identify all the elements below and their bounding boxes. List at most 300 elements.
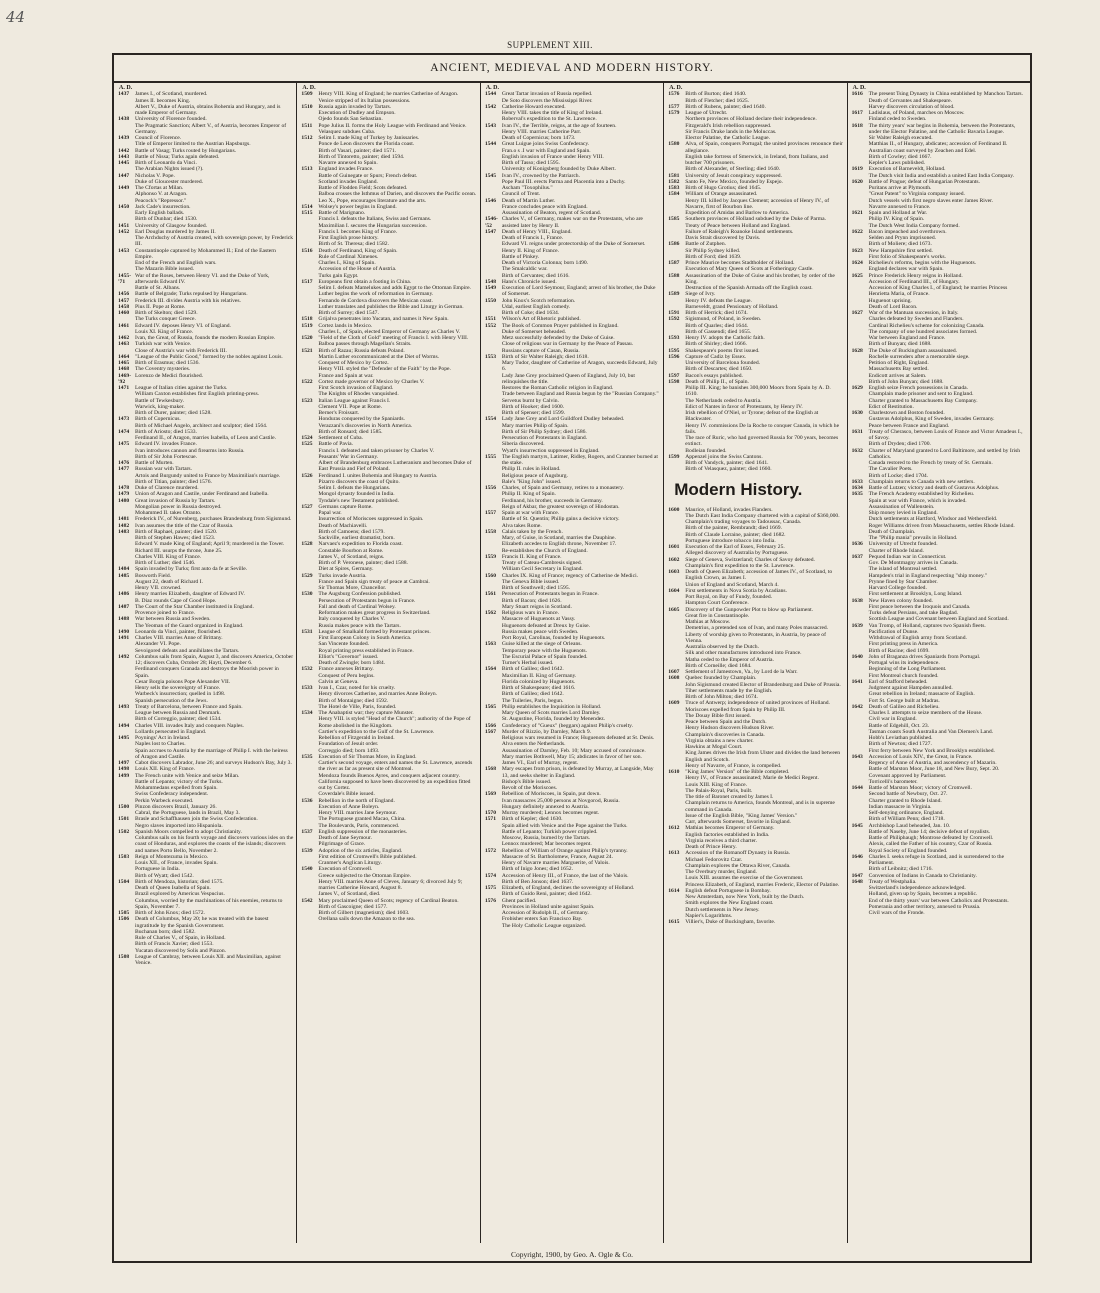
entry-text: Nicholas V. Pope. xyxy=(135,172,175,179)
entry-year: 1609 xyxy=(668,700,680,707)
entry-text: Earl of Stafford beheaded. xyxy=(868,678,928,685)
entry-text: Finland ceded to Sweden. xyxy=(868,116,927,123)
column-4 xyxy=(664,83,847,1243)
entry-text: Cesar Borgia poisons Pope Alexander VII. xyxy=(135,678,231,685)
entry-text: Hawkins at Mogul Court. xyxy=(685,744,743,750)
entry-year xyxy=(118,748,135,761)
entry-year: 1549 xyxy=(484,285,496,291)
entry-text: Columbus sails from Spain, August 3, and discovers America, October 12; discovers Cuba, October 28; Hayti, December 6. xyxy=(135,653,294,666)
entry-text: The Yeoman of the Guard organized in England. xyxy=(135,622,244,629)
entry-text: Ivan introduces cannon and firearms into Russia. xyxy=(135,447,245,454)
ad-label: A. D. xyxy=(302,85,316,91)
entry-text: Princess Elizabeth, of England, marries Frederic, Elector of Palatine. xyxy=(685,881,840,888)
entry-text: Mary marries Bothwell, May 15; abdicates in favor of her son. xyxy=(501,753,642,760)
entry-text: Matha ceded to the Emperor of Austria. xyxy=(685,656,774,663)
entry-year: 1512 xyxy=(301,135,313,141)
entry-text: Birth of Hugo Grotius; died 1645. xyxy=(685,185,762,191)
entry-text: The Augsburg Confession published. xyxy=(318,591,402,598)
entry-year: 1516 xyxy=(301,247,313,254)
entry-year: 1558 xyxy=(484,528,496,535)
entry-text: Mohammedans expelled from Spain. xyxy=(135,785,218,791)
entry-text: Execution of Barneveldt, Holland. xyxy=(868,166,946,173)
entry-text: Pinzon discovers Brazil, January 26. xyxy=(135,803,217,810)
entry-text: Birth of Bacon; died 1626. xyxy=(501,597,562,604)
entry-text: Earl Douglas murdered by James II. xyxy=(135,228,216,235)
entry-year xyxy=(668,435,685,448)
history-entry xyxy=(118,248,293,261)
entry-text: Birth of Herrick; died 1674. xyxy=(685,310,748,316)
entry-text: Luther begins the work of reformation in Germany. xyxy=(318,291,434,298)
entry-text: Battle of Edgehill, Oct. 23. xyxy=(868,722,930,729)
entry-text: Huguenot uprising. xyxy=(868,297,912,304)
entry-text: Religious peace of Augsburg. xyxy=(501,472,568,479)
entry-year: 1615 xyxy=(668,919,680,925)
entry-year: 1471 xyxy=(118,385,130,391)
entry-year: 1556 xyxy=(484,485,496,491)
entry-text: Close of Austria's war with Frederick III. xyxy=(135,347,227,354)
entry-text: Death of Henry VIII., England. xyxy=(501,228,572,235)
entry-year: 1575 xyxy=(484,885,496,891)
entry-text: End of the thirty years' war between Catholics and Protestants. xyxy=(868,897,1009,904)
entry-text: B. Diaz rounds Cape of Good Hope. xyxy=(135,597,217,604)
entry-year: 1501 xyxy=(118,816,130,823)
entry-text: Regency of Anne of Austria, and ascendency of Mazarin. xyxy=(868,760,997,766)
history-entry xyxy=(118,954,293,967)
entry-text: Accession of the Romanoff Dynasty in Russia. xyxy=(685,850,790,857)
entry-text: Death of Queen Isabella of Spain. xyxy=(135,885,211,891)
entry-text: Pacification of Dunse. xyxy=(868,628,919,635)
entry-text: Cabral, the Portuguese, lands in Brazil, May 3. xyxy=(135,810,240,816)
entry-text: Treaty of Barcelona, between France and Spain. xyxy=(135,703,243,710)
history-entry xyxy=(485,216,660,229)
entry-text: Russian war with Tartars. xyxy=(135,466,192,473)
entry-year: 1633 xyxy=(851,478,863,485)
history-columns xyxy=(114,83,1030,1243)
entry-text: Mary Stuart reigns in Scotland. xyxy=(501,603,572,610)
entry-text: University of Konigsberg founded by Duke Albert. xyxy=(501,166,616,173)
history-entry xyxy=(118,654,293,667)
entry-year xyxy=(668,632,685,645)
entry-text: Beginning of the Long Parliament. xyxy=(868,666,947,673)
entry-text: Battle of Naseby, June 14; decisive defeat of royalists. xyxy=(868,828,991,835)
entry-text: Turkish war with Venice. xyxy=(135,341,192,348)
entry-text: Carr, afterwards Somerset, favorite in England. xyxy=(685,819,791,825)
entry-text: Pizarro discovers the coast of Quito. xyxy=(318,478,400,485)
entry-text: War of the Mantuan succession, in Italy. xyxy=(868,310,959,316)
entry-text: Balboa passes through Magellan's Straits. xyxy=(318,341,412,348)
entry-year: 1493 xyxy=(118,703,130,710)
entry-text: Death of Ferdinand, King of Spain. xyxy=(318,247,398,254)
entry-text: Cabot discovers Labrador, June 26; and surveys Hudson's Bay, July 3. xyxy=(135,760,292,766)
entry-text: Turks gain Egypt. xyxy=(318,272,359,279)
entry-text: Birth of Correggio, painter; died 1534. xyxy=(135,716,222,723)
entry-text: Birth of the painter, Rembrandt; died 1669. xyxy=(685,525,782,532)
entry-text: Charles V., of Germany, makes war on the Protestants, who are assisted later by Henry II. xyxy=(501,216,643,229)
entry-text: Spanish Moors compelled to adopt Christianity. xyxy=(135,828,242,835)
entry-text: Ascham "Toxophilus." xyxy=(501,185,553,191)
entry-text: Birth of Quarles; died 1644. xyxy=(685,322,749,329)
history-entry xyxy=(485,373,660,386)
entry-text: Conversion of Indians in Canada to Christianity. xyxy=(868,872,977,879)
entry-text: Conquest of Peru begins. xyxy=(318,672,375,679)
entry-text: Charlestown and Boston founded. xyxy=(868,410,945,416)
entry-text: France and Spain at war. xyxy=(318,372,374,379)
entry-text: Edict of Nantes in favor of Protestants, by Henry IV. xyxy=(685,403,803,410)
entry-text: Restores the Roman Catholic religion in England. xyxy=(501,385,614,391)
entry-year: 1632 xyxy=(851,447,863,454)
entry-text: Matthias II., of Hungary, abdicates; accession of Ferdinand II. xyxy=(868,141,1008,148)
entry-text: Quebec founded by Champlain. xyxy=(685,675,757,682)
entry-year: 1552 xyxy=(484,322,496,329)
entry-year: 1442 xyxy=(118,147,130,154)
entry-text: Death of Copernicus; born 1473. xyxy=(501,135,576,141)
entry-year: 1530 xyxy=(301,591,313,598)
entry-text: Reign of Montezuma in Mexico. xyxy=(135,853,209,860)
entry-year: 1570 xyxy=(484,810,496,816)
entry-text: The Escurial Palace of Spain founded. xyxy=(501,653,588,660)
entry-text: Henry VIII. takes the title of King of Ireland. xyxy=(501,110,603,116)
entry-text: Mary Queen of Scots marries Lord Darnley. xyxy=(501,710,601,716)
entry-text: Fitzgerald's Irish rebellion suppressed. xyxy=(685,122,772,129)
entry-text: Alexis, called the Father of his country, Czar of Russia. xyxy=(868,841,993,848)
entry-year: 1478 xyxy=(118,485,130,491)
entry-text: Calais taken by the French. xyxy=(501,528,563,535)
entry-text: Catherine Howard executed. xyxy=(501,103,566,110)
entry-text: Champlain's trading voyages to Tadoussac, Canada. xyxy=(685,519,802,525)
entry-text: Death of Zwingle; born 1484. xyxy=(318,660,386,666)
entry-year: 1542 xyxy=(301,897,313,904)
entry-text: Spain at war with France. xyxy=(501,510,560,516)
entry-text: Narvaez's expedition to Florida coast. xyxy=(318,541,403,548)
entry-year xyxy=(668,198,685,211)
entry-year: 1468 xyxy=(118,366,130,373)
entry-text: Great invasion of Russia by Tartars. xyxy=(135,497,216,504)
entry-text: Religious wars in France. xyxy=(501,610,559,616)
entry-year: 1576 xyxy=(484,897,496,904)
entry-text: Charter granted to Massachusetts Bay Company. xyxy=(868,397,978,404)
entry-text: The Portuguese granted Macao, China. xyxy=(318,816,406,823)
entry-text: Duke of Clarence murdered. xyxy=(135,485,199,491)
entry-text: Wyatt's insurrection suppressed in England. xyxy=(501,447,600,454)
ad-label: A. D. xyxy=(669,85,683,91)
entry-year: 1490 xyxy=(118,628,130,635)
entry-year: 1581 xyxy=(668,172,680,179)
entry-text: Ivan I., Czar, noted for his cruelty. xyxy=(318,685,396,691)
history-entry xyxy=(118,273,293,286)
entry-text: Sir Walter Raleigh executed. xyxy=(868,135,933,141)
entry-year: 1620 xyxy=(851,178,863,185)
history-entry xyxy=(485,285,660,298)
entry-text: Silk and other manufactures introduced into France. xyxy=(685,650,802,657)
entry-text: Execution of Mary Queen of Scots at Fotheringay Castle. xyxy=(685,266,814,273)
entry-year: 1625 xyxy=(851,272,863,279)
entry-text: Charles I. attempts to seize members of the House. xyxy=(868,710,983,716)
entry-year: 1532 xyxy=(301,666,313,673)
entry-text: Truce of Antwerp; independence of united provinces of Holland. xyxy=(685,700,830,707)
entry-text: Ferdinand II., of Aragon, marries Isabella, of Leon and Castile. xyxy=(135,435,277,441)
entry-text: Accession of the House of Austria. xyxy=(318,266,397,273)
entry-text: The island of Montreal settled. xyxy=(868,566,938,573)
entry-text: James II. becomes King. xyxy=(135,97,191,104)
entry-text: Birth of Cowley; died 1667. xyxy=(868,153,932,160)
entry-text: Constable Bourbon at Rome. xyxy=(318,547,384,554)
entry-year: 1517 xyxy=(301,278,313,285)
entry-text: The Coventry mysteries. xyxy=(135,366,191,373)
entry-text: Birth of Sir Philip Sydney; died 1586. xyxy=(501,428,587,435)
entry-text: Birth of Montaigne; died 1592. xyxy=(318,697,389,704)
entry-text: Poynings' Act in Ireland. xyxy=(135,735,191,741)
entry-text: Birth of Guido Reni, painter; died 1642. xyxy=(501,891,592,898)
entry-text: Adoption of the six articles, England. xyxy=(318,847,403,854)
entry-text: Cardinal Richelieu's scheme for colonizing Canada. xyxy=(868,322,985,329)
entry-text: Accession of King Charles I., of England; he marries Princess Henrietta Maria, of France. xyxy=(868,285,1008,298)
entry-text: Sackville, earliest dramatist, born. xyxy=(318,535,395,541)
entry-text: San Vincente founded. xyxy=(318,641,370,648)
entry-text: Mary, of Guise, in Scotland, marries the Dauphine. xyxy=(501,535,616,541)
entry-year: 1515 xyxy=(301,210,313,216)
entry-text: League of Italian cities against the Turks. xyxy=(135,385,228,391)
entry-text: Perkin Warbeck executed. xyxy=(135,797,194,804)
entry-year: 1601 xyxy=(668,544,680,550)
entry-text: Sigismund, of Poland, in Sweden. xyxy=(685,316,762,323)
entry-year: 1487 xyxy=(118,603,130,610)
entry-text: Peace between Spain and the Dutch. xyxy=(685,719,767,725)
entry-text: Provence joined to France. xyxy=(135,610,195,616)
entry-text: War between England and France. xyxy=(868,335,946,341)
entry-text: Spain accrues to Austria by the marriage of Philip I. with the heiress of Aragon and Castile. xyxy=(135,747,288,760)
entry-text: Berner's Froissart. xyxy=(318,410,360,416)
entry-year: 1648 xyxy=(851,878,863,885)
entry-year: 1555 xyxy=(484,453,496,460)
entry-text: Alva enters the Netherlands. xyxy=(501,741,566,748)
entry-text: Elector Palatine, the Catholic League. xyxy=(685,135,771,141)
entry-year: 1491 xyxy=(118,635,130,641)
entry-text: Prince Maurice becomes Stadtholder of Holland. xyxy=(685,260,795,266)
entry-text: Sir Francis Drake lands in the Moluccas. xyxy=(685,128,777,135)
entry-year: 1510 xyxy=(301,103,313,110)
entry-text: Bacon's essays published. xyxy=(685,372,743,379)
entry-text: Battle of Lepanto; victory of the Turks. xyxy=(135,778,223,785)
entry-year: 1497 xyxy=(118,760,130,766)
entry-text: Gov. De Montmagny arrives in Canada. xyxy=(868,560,958,566)
entry-year: 1560 xyxy=(484,572,496,579)
entry-text: Insurrection of Moriscoes suppressed in Spain. xyxy=(318,516,424,523)
entry-text: Gustavus Adolphus, King of Sweden, invades Germany. xyxy=(868,416,995,423)
entry-text: University of Glasgow founded. xyxy=(135,222,208,229)
entry-text: Henry sells the sovereignty of France. xyxy=(135,685,221,691)
entry-year: 1542 xyxy=(484,103,496,110)
entry-text: Lady Jane Grey proclaimed Queen of England, July 10, but relinquishes the title. xyxy=(501,372,635,385)
entry-year: 1564 xyxy=(484,666,496,673)
entry-text: Birth of Michael Angelo, architect and sculptor; died 1564. xyxy=(135,422,268,429)
history-entry xyxy=(668,385,843,398)
entry-text: Birth of Descartes; died 1650. xyxy=(685,366,753,373)
history-entry xyxy=(118,123,293,136)
entry-text: Canada restored to the French by treaty of St. Germain. xyxy=(868,460,993,466)
entry-text: Birth of Vandyck, painter; died 1641. xyxy=(685,460,769,466)
entry-text: Ojedo founds San Sebastian. xyxy=(318,116,383,123)
entry-text: The present Tsing Dynasty in China established by Manchou Tartars. xyxy=(868,91,1023,98)
entry-text: The Mazarin Bible issued. xyxy=(135,266,195,273)
entry-year: 1568 xyxy=(484,766,496,773)
entry-year: 1598 xyxy=(668,378,680,385)
entry-year: 1624 xyxy=(851,260,863,266)
entry-year: 1469-'92 xyxy=(118,372,132,385)
entry-text: Elliot's "Governor" issued. xyxy=(318,653,379,660)
entry-text: Accession of Louis XIV., the Great, in France. xyxy=(868,753,973,760)
entry-text: Birth of John Knox; died 1572. xyxy=(135,910,205,916)
entry-text: Villier's, Duke of Buckingham, favorite. xyxy=(685,919,776,925)
entry-text: Harvey discovers circulation of blood. xyxy=(868,103,955,110)
entry-text: Accession of Ferdinand III., of Hungary. xyxy=(868,278,960,285)
entry-text: Australian coast surveyed by Zeachen and Edel. xyxy=(868,147,977,154)
entry-year xyxy=(668,466,685,472)
entry-text: Council of Trent. xyxy=(501,191,541,198)
entry-text: Massacre of St. Bartholomew, France, August 24. xyxy=(501,853,613,860)
entry-text: First peace between the Iroquois and Canada. xyxy=(868,603,971,610)
entry-text: Execution of the Earl of Essex, February 25. xyxy=(685,544,785,550)
entry-text: Udal, earliest English comedy. xyxy=(501,303,571,310)
entry-text: Bale's "King John" issued. xyxy=(501,478,562,485)
entry-text: Russia again invaded by Tartars. xyxy=(318,103,392,110)
entry-text: Sir Philip Sydney killed. xyxy=(685,247,741,254)
entry-year xyxy=(668,385,685,398)
entry-text: Artois and Burgundy united to France by Maximilian's marriage. xyxy=(135,472,281,479)
entry-text: Ponce de Leon discovers the Florida coast. xyxy=(318,141,415,148)
entry-year: 1565 xyxy=(484,703,496,710)
entry-text: Birth of Vasari, painter; died 1571. xyxy=(318,147,397,154)
entry-text: Selden and Prynn imprisoned. xyxy=(868,235,937,241)
entry-year: 1498 xyxy=(118,766,130,773)
entry-year: 1447 xyxy=(118,172,130,179)
entry-text: Russia makes peace with the Tartars. xyxy=(318,622,401,629)
entry-text: Assassination of the Duke of Guise and his brother, by order of the King. xyxy=(685,272,835,285)
entry-text: The Geneva Bible issued. xyxy=(501,578,560,585)
entry-text: Birth of Tasso; died 1595. xyxy=(501,160,560,166)
entry-year xyxy=(118,666,135,679)
entry-text: Huguenots defeated at Dreux by Guise. xyxy=(501,622,591,629)
entry-text: Kepler's Laws published. xyxy=(868,160,926,166)
entry-text: Guise killed at the siege of Orleans. xyxy=(501,641,582,648)
entry-year: 1453 xyxy=(118,247,130,254)
entry-text: Birth of Ronsard; died 1585. xyxy=(318,428,383,435)
entry-text: Ferdinand, his brother, succeeds in Germany. xyxy=(501,497,603,504)
entry-text: Liberty of worship given to Protestants, in Austria, by peace of Vienna. xyxy=(685,631,826,644)
entry-text: Confederacy of "Gueux" (beggars) against Philip's cruelty. xyxy=(501,722,634,729)
entry-text: Self-denying ordinance, England. xyxy=(868,810,944,816)
entry-text: Battle of Vasag; Turks routed by Hungarians. xyxy=(135,147,237,154)
entry-text: The Tuileries, Paris, begun. xyxy=(501,697,564,704)
entry-text: Birth of P. Veronese, painter; died 1588. xyxy=(318,560,408,566)
entry-text: Charles VIII. marries Anne of Brittany. xyxy=(135,635,223,641)
entry-year: 1456 xyxy=(118,291,130,298)
entry-year: 1643 xyxy=(851,753,863,760)
entry-text: Demetrius, a pretended son of Ivan, and many Poles massacred. xyxy=(685,625,829,632)
entry-year: 1484 xyxy=(118,566,130,573)
entry-text: Birth of Tintoretto, painter; died 1594. xyxy=(318,153,405,160)
entry-text: Birth of Hooker; died 1600. xyxy=(501,403,565,410)
entry-text: Dutch vessels with first negro slaves enter James River. xyxy=(868,197,994,204)
entry-text: Henry IV. commissions De la Roche to conquer Canada, in which he fails. xyxy=(685,422,840,435)
entry-year: 1526 xyxy=(301,472,313,479)
entry-text: Henry VIII. marries Anne of Cleves, January 6; divorced July 9; marries Catherine Howard, August 8. xyxy=(318,878,463,891)
entry-year xyxy=(852,285,869,298)
entry-text: Accession of Rudolph II., of Germany. xyxy=(501,910,589,916)
entry-text: Pilgrimage of Grace. xyxy=(318,841,366,848)
history-entry xyxy=(668,141,843,154)
entry-year: 1458 xyxy=(118,303,130,310)
entry-year: 1528 xyxy=(301,541,313,548)
entry-text: Civil wars of the Fronde. xyxy=(868,910,925,916)
entry-text: Battle of Marston Moor, June 18, and New Bury, Sept. 20. xyxy=(868,766,1000,773)
entry-text: Scottish League and Covenant between England and Scotland. xyxy=(868,616,1009,623)
entry-text: Withdrawal of English army from Scotland. xyxy=(868,635,967,641)
entry-text: Lady Jane Grey and Lord Guildford Dudley beheaded. xyxy=(501,416,625,423)
entry-text: Siege of Geneva, Switzerland; Charles of Savoy defeated. xyxy=(685,556,815,563)
entry-text: Charles VIII. invades Italy and conquers Naples. xyxy=(135,722,244,729)
entry-text: Philip II. rules in Holland. xyxy=(501,466,561,473)
entry-text: Roger Williams driven from Massachusetts, settles Rhode Island. xyxy=(868,522,1015,529)
entry-text: Wilson's Art of Rhetoric published. xyxy=(501,316,581,323)
entry-text: First Scotch invasion of England. xyxy=(318,385,394,391)
entry-text: The Arabian Nights issued (?). xyxy=(135,166,204,173)
entry-text: War of the Roses, between Henry VI. and the Duke of York, afterwards Edward IV. xyxy=(135,272,270,285)
entry-text: Edict of Restitution. xyxy=(868,403,914,410)
entry-text: Champlain returns to America, founds Montreal, and is in supreme command in Canada. xyxy=(685,800,835,813)
entry-text: Yucatan discovered by Solis and Pinzon. xyxy=(135,947,227,954)
entry-text: Edward VI. reigns under protectorship of the Duke of Somerset. xyxy=(501,241,646,248)
entry-text: Spain invaded by Turks; first auto da fe at Seville. xyxy=(135,566,248,573)
entry-year: 1462 xyxy=(118,335,130,341)
entry-year: 1480 xyxy=(118,497,130,504)
entry-text: France concludes peace with England. xyxy=(501,203,588,210)
entry-year: 1548 xyxy=(484,278,496,285)
entry-text: Santo Fe, New Mexico, founded by Espejo. xyxy=(685,178,783,185)
entry-text: Execution of Anne Boleyn. xyxy=(318,803,380,810)
entry-text: The Douay Bible first issued. xyxy=(685,712,751,719)
entry-text: Navarre annexed to Spain. xyxy=(318,160,378,166)
entry-text: Birth of Wyatt; died 1542. xyxy=(135,872,194,879)
entry-text: Death of Jane Seymour. xyxy=(318,835,372,841)
entry-year: 1473 xyxy=(118,416,130,423)
entry-text: Constantinople captured by Mohammed II.; End of the Eastern Empire. xyxy=(135,247,276,260)
entry-text: Ferdinand I. unites Bohemia and Hungary to Austria. xyxy=(318,472,438,479)
entry-text: Spain at war with France, which is invaded. xyxy=(868,497,967,504)
entry-text: Dutch settlements in New Jersey. xyxy=(685,906,760,913)
entry-text: Destruction of the Spanish Armada off the English coast. xyxy=(685,285,813,291)
entry-year: 1534 xyxy=(301,710,313,716)
entry-text: Frobisher enters San Francisco Bay. xyxy=(501,916,583,923)
entry-year: 1475 xyxy=(118,441,130,448)
entry-text: Charles I. seeks refuge in Scotland, and is surrendered to the Parliament. xyxy=(868,853,1005,866)
entry-text: Henry VIII. is styled "Head of the Church"; authority of the Pope of Rome abolished in the Kingdom. xyxy=(318,716,471,729)
entry-year: 1535 xyxy=(301,753,313,760)
entry-text: Leo X., Pope, encourages literature and the arts. xyxy=(318,197,427,204)
entry-text: Discovery of the Gunpowder Plot to blow up Parliament. xyxy=(685,606,814,613)
entry-text: Cartier's expedition to the Gulf of the St. Lawrence. xyxy=(318,728,435,735)
entry-text: Birth of Ford; died 1639. xyxy=(685,253,742,260)
entry-text: Mary marries Philip of Spain. xyxy=(501,422,569,429)
entry-text: Henry IV., of France assassinated; Marie de Medici Regent. xyxy=(685,775,819,782)
entry-year: 1477 xyxy=(118,466,130,473)
entry-text: John of Braganza drives Spaniards from Portugal. xyxy=(868,653,981,660)
entry-text: Execution of Sir Thomas More, in England. xyxy=(318,753,417,760)
entry-text: Selim I. defeats the Hungarians. xyxy=(318,485,391,491)
entry-text: Napier's Logarithms. xyxy=(685,912,733,919)
entry-year: 1508 xyxy=(118,953,130,960)
entry-text: Birth of John Bunyan; died 1688. xyxy=(868,378,944,385)
entry-text: Birth of Erasmus; died 1536. xyxy=(135,360,200,366)
